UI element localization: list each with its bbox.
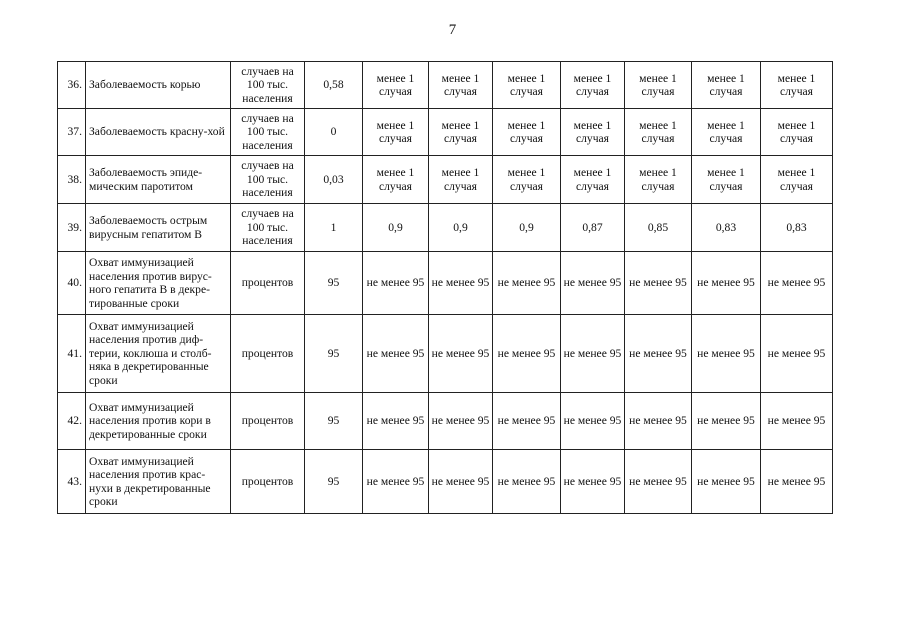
value-cell: не менее 95 [561, 252, 625, 315]
value-cell: менее 1 случая [429, 156, 493, 204]
base-value-cell: 95 [305, 252, 363, 315]
value-cell: менее 1 случая [625, 109, 692, 156]
value-cell: 0,83 [692, 204, 761, 252]
value-cell: менее 1 случая [363, 109, 429, 156]
indicator-name: Заболеваемость корью [86, 62, 231, 109]
table-row [58, 393, 833, 450]
table-row [58, 204, 833, 252]
base-value-cell: 0,03 [305, 156, 363, 204]
indicator-name: Заболеваемость красну-хой [86, 109, 231, 156]
table-row [58, 109, 833, 156]
value-cell: менее 1 случая [493, 156, 561, 204]
value-cell: 0,9 [493, 204, 561, 252]
unit-cell: случаев на 100 тыс. населения [231, 109, 305, 156]
value-cell: не менее 95 [625, 450, 692, 514]
row-number: 39. [58, 204, 86, 252]
unit-cell: процентов [231, 393, 305, 450]
value-cell: 0,9 [363, 204, 429, 252]
unit-cell: процентов [231, 315, 305, 393]
indicator-name: Заболеваемость эпиде-мическим паротитом [86, 156, 231, 204]
value-cell: менее 1 случая [493, 109, 561, 156]
base-value-cell: 0,58 [305, 62, 363, 109]
value-cell: 0,87 [561, 204, 625, 252]
value-cell: не менее 95 [493, 393, 561, 450]
indicator-name: Охват иммунизацией населения против диф-терии, коклюша и столб-няка в декретированные сроки [86, 315, 231, 393]
value-cell: не менее 95 [429, 393, 493, 450]
value-cell: не менее 95 [363, 450, 429, 514]
value-cell: не менее 95 [761, 315, 833, 393]
value-cell: менее 1 случая [625, 156, 692, 204]
table-row [58, 156, 833, 204]
row-number: 41. [58, 315, 86, 393]
value-cell: не менее 95 [761, 393, 833, 450]
value-cell: менее 1 случая [692, 62, 761, 109]
value-cell: не менее 95 [493, 252, 561, 315]
value-cell: не менее 95 [692, 450, 761, 514]
base-value-cell: 0 [305, 109, 363, 156]
row-number: 38. [58, 156, 86, 204]
indicator-name: Заболеваемость острым вирусным гепатитом В [86, 204, 231, 252]
value-cell: не менее 95 [761, 252, 833, 315]
base-value-cell: 95 [305, 393, 363, 450]
indicator-name: Охват иммунизацией населения против кори в декретированные сроки [86, 393, 231, 450]
value-cell: не менее 95 [429, 252, 493, 315]
row-number: 36. [58, 62, 86, 109]
value-cell: не менее 95 [561, 393, 625, 450]
value-cell: не менее 95 [692, 393, 761, 450]
row-number: 43. [58, 450, 86, 514]
value-cell: менее 1 случая [429, 62, 493, 109]
unit-cell: процентов [231, 450, 305, 514]
value-cell: не менее 95 [429, 450, 493, 514]
value-cell: не менее 95 [363, 252, 429, 315]
value-cell: не менее 95 [493, 450, 561, 514]
value-cell: не менее 95 [493, 315, 561, 393]
value-cell: не менее 95 [625, 315, 692, 393]
row-number: 40. [58, 252, 86, 315]
value-cell: 0,85 [625, 204, 692, 252]
base-value-cell: 95 [305, 315, 363, 393]
indicators-table [57, 61, 833, 514]
value-cell: не менее 95 [625, 252, 692, 315]
unit-cell: случаев на 100 тыс. населения [231, 156, 305, 204]
value-cell: не менее 95 [363, 315, 429, 393]
table-row [58, 252, 833, 315]
value-cell: менее 1 случая [761, 156, 833, 204]
value-cell: не менее 95 [625, 393, 692, 450]
value-cell: менее 1 случая [625, 62, 692, 109]
value-cell: менее 1 случая [561, 62, 625, 109]
table-row [58, 62, 833, 109]
value-cell: не менее 95 [561, 450, 625, 514]
unit-cell: случаев на 100 тыс. населения [231, 62, 305, 109]
value-cell: менее 1 случая [429, 109, 493, 156]
base-value-cell: 95 [305, 450, 363, 514]
base-value-cell: 1 [305, 204, 363, 252]
indicator-name: Охват иммунизацией населения против вирус-ного гепатита В в декре-тированные сроки [86, 252, 231, 315]
value-cell: не менее 95 [561, 315, 625, 393]
value-cell: менее 1 случая [761, 109, 833, 156]
value-cell: менее 1 случая [692, 109, 761, 156]
value-cell: менее 1 случая [561, 156, 625, 204]
unit-cell: процентов [231, 252, 305, 315]
value-cell: менее 1 случая [363, 62, 429, 109]
value-cell: не менее 95 [692, 252, 761, 315]
value-cell: 0,83 [761, 204, 833, 252]
value-cell: менее 1 случая [692, 156, 761, 204]
value-cell: менее 1 случая [561, 109, 625, 156]
row-number: 42. [58, 393, 86, 450]
value-cell: не менее 95 [761, 450, 833, 514]
indicator-name: Охват иммунизацией населения против крас-нухи в декретированные сроки [86, 450, 231, 514]
value-cell: 0,9 [429, 204, 493, 252]
value-cell: менее 1 случая [363, 156, 429, 204]
table-row [58, 450, 833, 514]
value-cell: не менее 95 [429, 315, 493, 393]
unit-cell: случаев на 100 тыс. населения [231, 204, 305, 252]
table-row [58, 315, 833, 393]
page-number: 7 [448, 22, 457, 38]
value-cell: менее 1 случая [761, 62, 833, 109]
value-cell: не менее 95 [363, 393, 429, 450]
value-cell: не менее 95 [692, 315, 761, 393]
row-number: 37. [58, 109, 86, 156]
value-cell: менее 1 случая [493, 62, 561, 109]
